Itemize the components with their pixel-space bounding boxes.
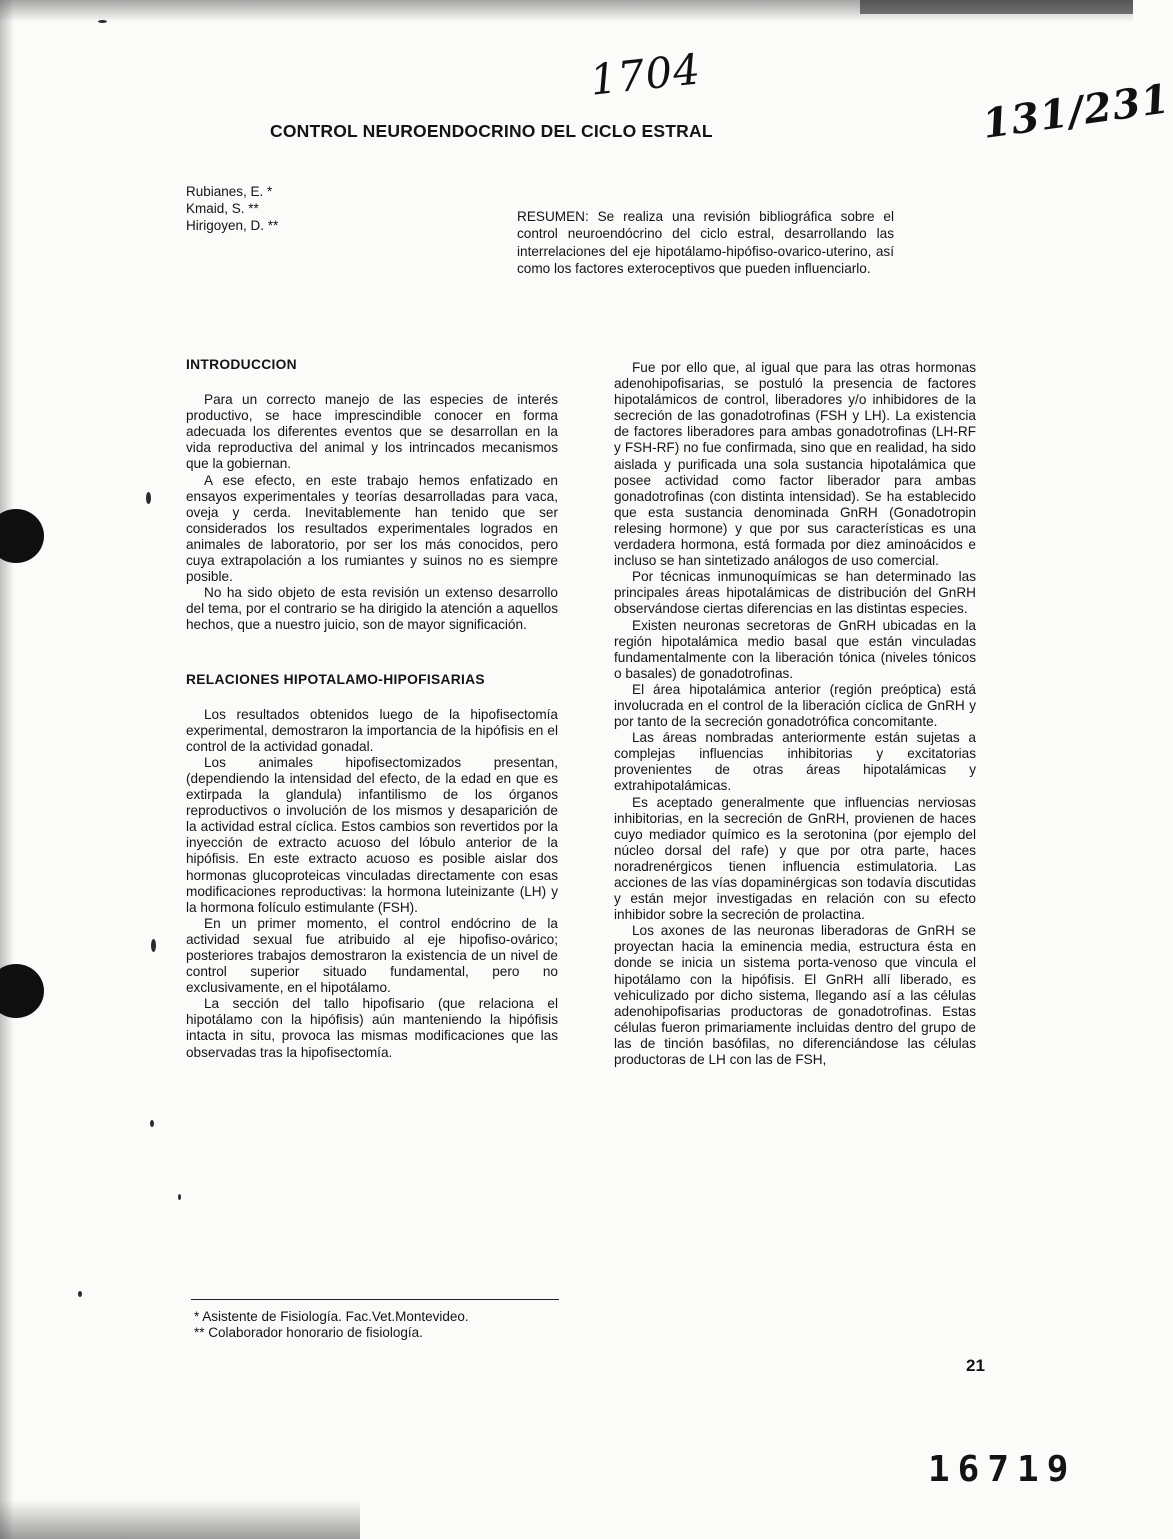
- paragraph: Los animales hipofisectomizados presentan, (dependiendo la intensidad del efecto, de la edad en que es extirpada la glandula) infantilismo de los órganos reproductivos o involución de los mismos y desaparición de la actividad estral cíclica. Estos cambios son revertidos por la inyección de extracto acuoso del lóbulo anterior de la hipófisis. En este extracto acuoso es posible aislar dos hormonas glucoproteicas vinculadas directamente con esas modificaciones reproductivas: la hormona luteinizante (LH) y la hormona folículo estimulante (FSH).: [186, 754, 558, 915]
- author-list: [186, 183, 278, 234]
- paragraph: Es aceptado generalmente que influencias nerviosas inhibitorias, en la secreción de GnRH, provienen de haces cuyo mediador químico es la serotonina (por ejemplo del núcleo dorsal del rafe) y que por otra parte, haces noradrenérgicos tienen influencia estimulatoria. Las acciones de las vías dopaminérgicas son todavía discutidas y están mejor investigadas en relación con su efecto inhibidor sobre la secreción de prolactina.: [614, 794, 976, 923]
- footnote-divider: [191, 1299, 559, 1300]
- author-name: Kmaid, S. **: [186, 201, 259, 216]
- author-name: Hirigoyen, D. **: [186, 218, 279, 233]
- scan-edge-top-right: [860, 0, 1133, 14]
- paragraph: A ese efecto, en este trabajo hemos enfatizado en ensayos experimentales y teorías desarrolladas para vaca, oveja y cerda. Inevitablemente han tenido que ser considerados los resultados experimentales logrados en animales de laboratorio, por ser los más conocidos, pero cuya extrapolación a los rumiantes y suinos no es siempre posible.: [186, 472, 558, 585]
- spacer: [186, 634, 558, 672]
- scan-speck: [146, 492, 151, 504]
- scan-speck: [78, 1291, 82, 1297]
- left-column: [186, 357, 558, 1061]
- section-heading: INTRODUCCION: [186, 357, 297, 372]
- scan-speck: [151, 939, 156, 952]
- paragraph: Las áreas nombradas anteriormente están sujetas a complejas influencias inhibitorias y excitatorias provenientes de otras áreas hipotalámicas y extrahipotalámicas.: [614, 730, 976, 794]
- paragraph: No ha sido objeto de esta revisión un extenso desarrollo del tema, por el contrario se ha dirigido la atención a aquellos hechos, que a nuestro juicio, son de mayor significación.: [186, 585, 558, 633]
- handwritten-reference: 131/231: [979, 75, 1173, 148]
- scan-edge-bottom: [0, 1500, 360, 1539]
- spacer: [186, 373, 558, 392]
- spacer: [186, 688, 558, 707]
- archive-stamp-number: 16719: [928, 1449, 1077, 1490]
- scan-speck: [98, 20, 107, 23]
- section-heading: RELACIONES HIPOTALAMO-HIPOFISARIAS: [186, 671, 485, 687]
- footnote: * Asistente de Fisiología. Fac.Vet.Montevideo.: [194, 1309, 469, 1324]
- paragraph: El área hipotalámica anterior (región preóptica) está involucrada en el control de la liberación cíclica de GnRH y por tanto de la secreción gonadotrófica concomitante.: [614, 681, 976, 730]
- punch-hole: [0, 964, 44, 1018]
- paragraph: Por técnicas inmunoquímicas se han determinado las principales áreas hipotalámicas de distribución del GnRH observándose ciertas diferencias en las distintas especies.: [614, 569, 976, 617]
- paragraph: Fue por ello que, al igual que para las otras hormonas adenohipofisarias, se postuló la presencia de factores hipotalámicos de control, liberadores y/o inhibidores de la secreción de las gonadotrofinas (FSH y LH). La existencia de factores liberadores para ambas gonadotrofinas (LH-RF y FSH-RF) no fue confirmada, sino que en realidad, ha sido aislada y purificada una sola sustancia hipotalámica que posee actividad como factor liberador para ambas gonadotrofinas (con distinta intensidad). Se ha establecido que esta sustancia denominada GnRH (Gonadotropin relesing hormone) y que por sus características es una verdadera hormona, está formada por diez aminoácidos e incluso se han sintetizado análogos de uso comercial.: [614, 360, 976, 569]
- scan-edge-left: [0, 0, 14, 1539]
- author-name: Rubianes, E. *: [186, 184, 273, 199]
- right-column: [614, 360, 976, 1068]
- scan-speck: [150, 1120, 154, 1127]
- paragraph: En un primer momento, el control endócrino de la actividad sexual fue atribuido al eje hipofiso-ovárico; posteriores trabajos demostraron la existencia de un nivel de control superior situado fundamental, pero no exclusivamente, en el hipotálamo.: [186, 915, 558, 996]
- paragraph: Los resultados obtenidos luego de la hipofisectomía experimental, demostraron la importancia de la hipófisis en el control de la actividad gonadal.: [186, 706, 558, 754]
- page-number: 21: [966, 1356, 985, 1375]
- paragraph: La sección del tallo hipofisario (que relaciona el hipotálamo con la hipófisis) aún manteniendo la hipófisis intacta in situ, provoca las mismas modificaciones que las observadas tras la hipofisectomía.: [186, 996, 558, 1060]
- paragraph: Para un correcto manejo de las especies de interés productivo, se hace imprescindible conocer en forma adecuada los diferentes eventos que se desarrollan en la vida reproductiva del animal y los intrincados mecanismos que la gobiernan.: [186, 392, 558, 472]
- paragraph: Existen neuronas secretoras de GnRH ubicadas en la región hipotalámica medio basal que están vinculadas fundamentalmente con la liberación tónica (niveles tónicos o basales) de gonadotrofinas.: [614, 617, 976, 681]
- handwritten-archive-number: 1704: [587, 44, 704, 105]
- paragraph: Los axones de las neuronas liberadoras de GnRH se proyectan hacia la eminencia media, estructura ésta en donde se inicia un sistema porta-venoso que vincula el hipotálamo con la hipófisis. El GnRH allí liberado, es vehiculizado por dicho sistema, llegando así a las células adenohipofisarias productoras de gonadotrofinas. Estas células fueron primariamente incluidas dentro del grupo de las de tinción basófilas, no diferenciándose las células productoras de LH con las de FSH,: [614, 923, 976, 1068]
- footnotes: [194, 1309, 469, 1341]
- footnote: ** Colaborador honorario de fisiología.: [194, 1325, 423, 1340]
- abstract: RESUMEN: Se realiza una revisión bibliográfica sobre el control neuroendócrino del ciclo estral, desarrollando las interrelaciones del eje hipotálamo-hipófiso-ovarico-uterino, así como los factores exteroceptivos que pueden influenciarlo.: [517, 209, 894, 277]
- scan-speck: [178, 1194, 181, 1200]
- article-title: CONTROL NEUROENDOCRINO DEL CICLO ESTRAL: [270, 121, 713, 141]
- punch-hole: [0, 509, 44, 563]
